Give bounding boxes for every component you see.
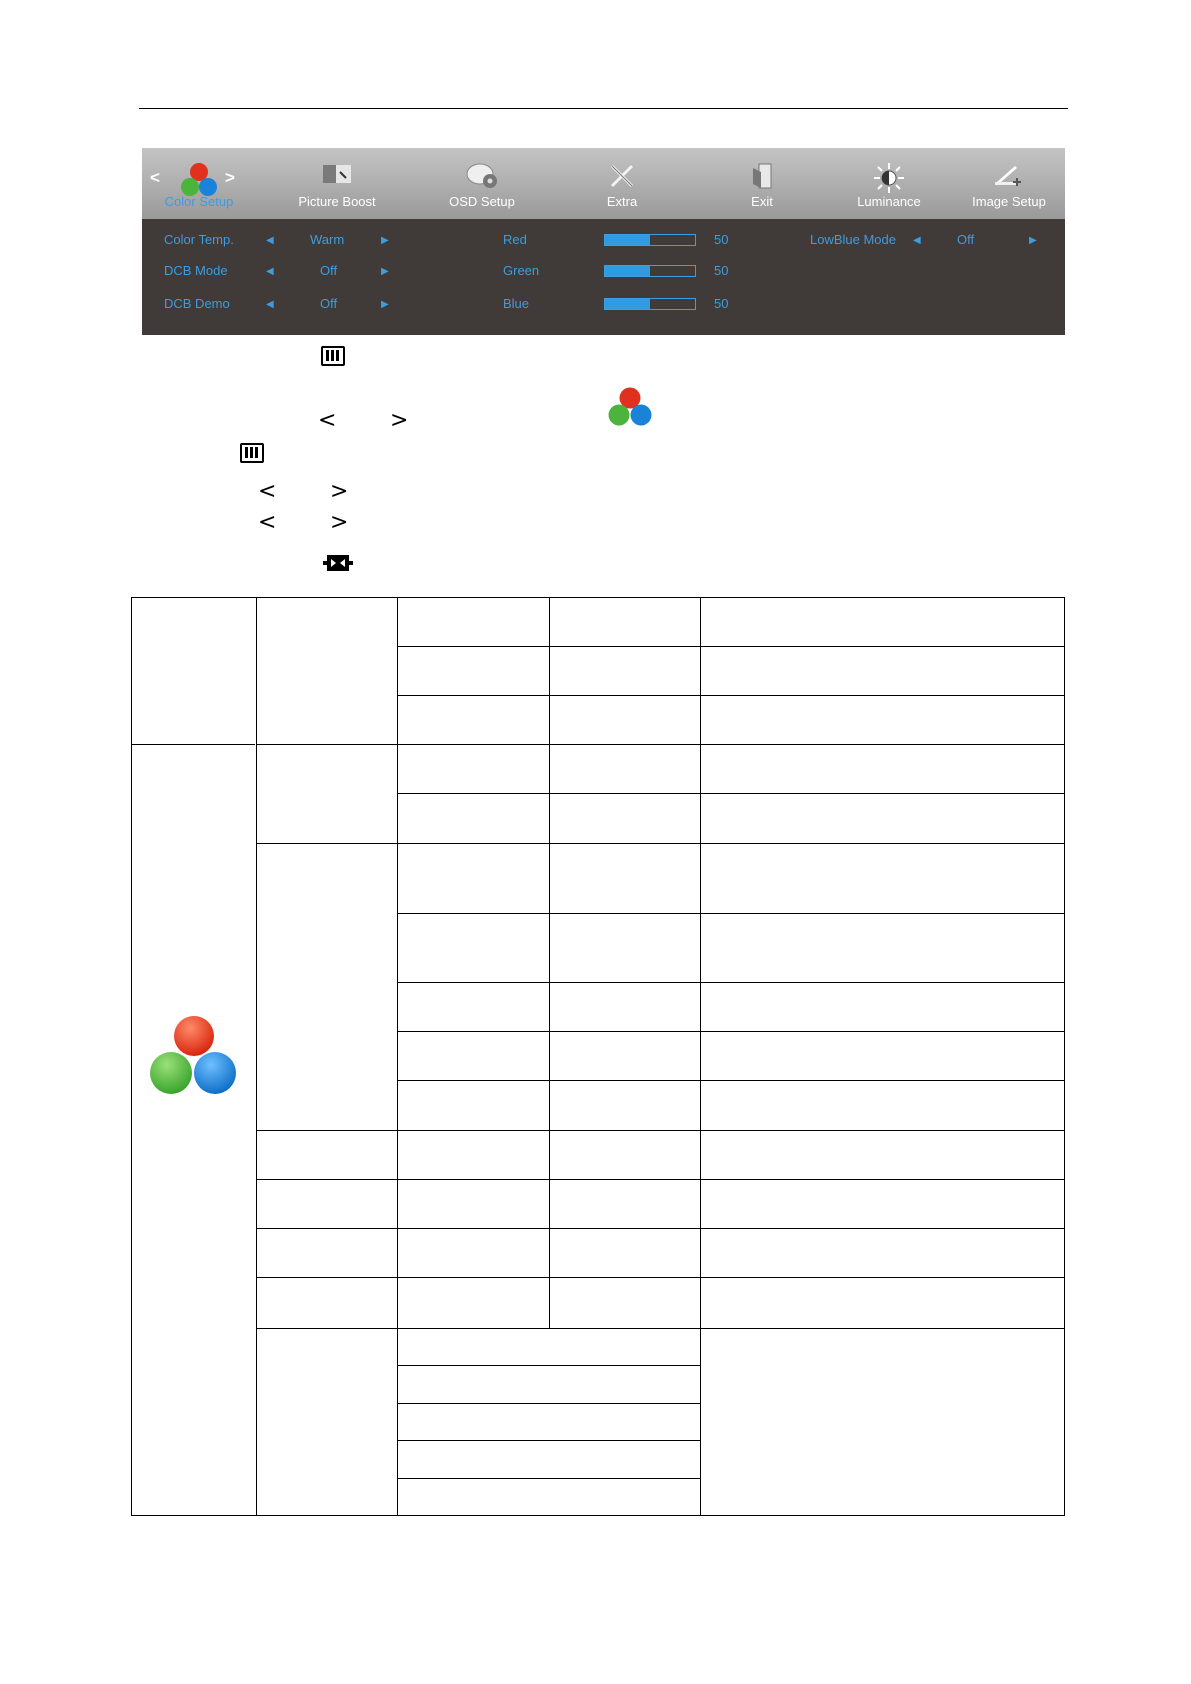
header-rule [139,108,1068,109]
tab-label: Exit [751,194,773,209]
table-row-divider [397,1365,700,1366]
triangle-right-icon[interactable]: ▶ [381,266,389,277]
column-divider [549,597,550,1328]
extra-icon [608,162,636,190]
table-border [131,597,1064,598]
slider-fill [605,235,650,245]
table-row-divider [256,744,1064,745]
slider-bar[interactable] [604,234,696,246]
tab-label: Luminance [857,194,921,209]
table-row-divider [397,982,1064,983]
triangle-right-icon[interactable]: ▶ [381,299,389,310]
table-row-divider [397,646,1064,647]
table-border [131,597,132,1515]
tab-label: OSD Setup [449,194,515,209]
slider-fill [605,299,650,309]
table-row-divider [397,913,1064,914]
exit-icon [750,162,774,190]
luminance-icon [873,162,905,194]
osd-setup-icon [465,162,499,190]
column-divider [397,597,398,1515]
table-row-divider [397,1080,1064,1081]
rgb-circles-icon [147,1015,241,1097]
tab-label: Picture Boost [298,194,376,209]
table-row-divider [256,1228,1064,1229]
setting-value: Off [320,263,338,278]
triangle-left-icon[interactable]: ◀ [266,266,274,277]
triangle-left-icon[interactable]: ◀ [266,299,274,310]
tab-extra[interactable] [567,148,677,219]
slider-label: Green [503,263,540,278]
osd-menu [142,148,1065,335]
osd-left-arrow-icon[interactable]: < [150,168,160,187]
slider-value: 50 [714,296,729,311]
table-border [1064,597,1065,1515]
menu-button-icon [321,346,345,366]
triangle-right-icon[interactable]: ▶ [1029,235,1037,246]
setting-label: DCB Demo [164,296,230,311]
slider-label: Blue [503,296,530,311]
table-row-divider [256,1130,1064,1131]
tab-label: Extra [606,194,638,209]
table-row-divider [397,793,1064,794]
right-chevron-icon: > [330,479,349,504]
rgb-circles-icon [179,162,219,198]
osd-settings-panel [142,219,1065,335]
slider-bar[interactable] [604,298,696,310]
left-chevron-icon: < [258,510,277,535]
tab-label: Color Setup [164,194,234,209]
column-divider [700,597,701,1515]
table-row-divider [397,1403,700,1404]
table-border [131,1515,1065,1516]
tab-exit[interactable] [707,148,817,219]
setting-value: Off [320,296,338,311]
tab-image-setup[interactable] [954,148,1064,219]
setting-label: DCB Mode [164,263,228,278]
osd-tab-bar [142,148,1065,219]
tab-color-setup[interactable] [152,148,246,219]
slider-label: Red [503,232,527,247]
table-row-divider [397,1478,700,1479]
auto-button-icon [323,553,353,573]
setting-label: LowBlue Mode [810,232,896,247]
menu-button-icon [240,443,264,463]
table-row-divider [256,1179,1064,1180]
triangle-left-icon[interactable]: ◀ [266,235,274,246]
slider-value: 50 [714,263,729,278]
left-chevron-icon: < [258,479,277,504]
table-row-divider [397,695,1064,696]
tab-label: Image Setup [972,194,1046,209]
table-row-divider [256,1277,1064,1278]
setting-value: Off [957,232,975,247]
setting-value: Warm [310,232,345,247]
table-row-divider [256,843,1064,844]
picture-boost-icon [322,162,352,186]
column-divider [256,597,257,1515]
left-chevron-icon: < [318,408,337,433]
right-chevron-icon: > [330,510,349,535]
image-setup-icon [993,162,1025,188]
tab-luminance[interactable] [834,148,944,219]
table-row-divider [397,1031,1064,1032]
rgb-circles-icon [607,386,653,428]
table-row-divider [131,744,255,745]
tab-osd-setup[interactable] [427,148,537,219]
tab-picture-boost[interactable] [282,148,392,219]
osd-right-arrow-icon[interactable]: > [225,168,235,187]
table-row-divider [397,1440,700,1441]
slider-value: 50 [714,232,729,247]
slider-fill [605,266,650,276]
triangle-right-icon[interactable]: ▶ [381,235,389,246]
setting-label: Color Temp. [164,232,234,247]
triangle-left-icon[interactable]: ◀ [913,235,921,246]
table-row-divider [256,1328,1064,1329]
right-chevron-icon: > [390,408,409,433]
slider-bar[interactable] [604,265,696,277]
